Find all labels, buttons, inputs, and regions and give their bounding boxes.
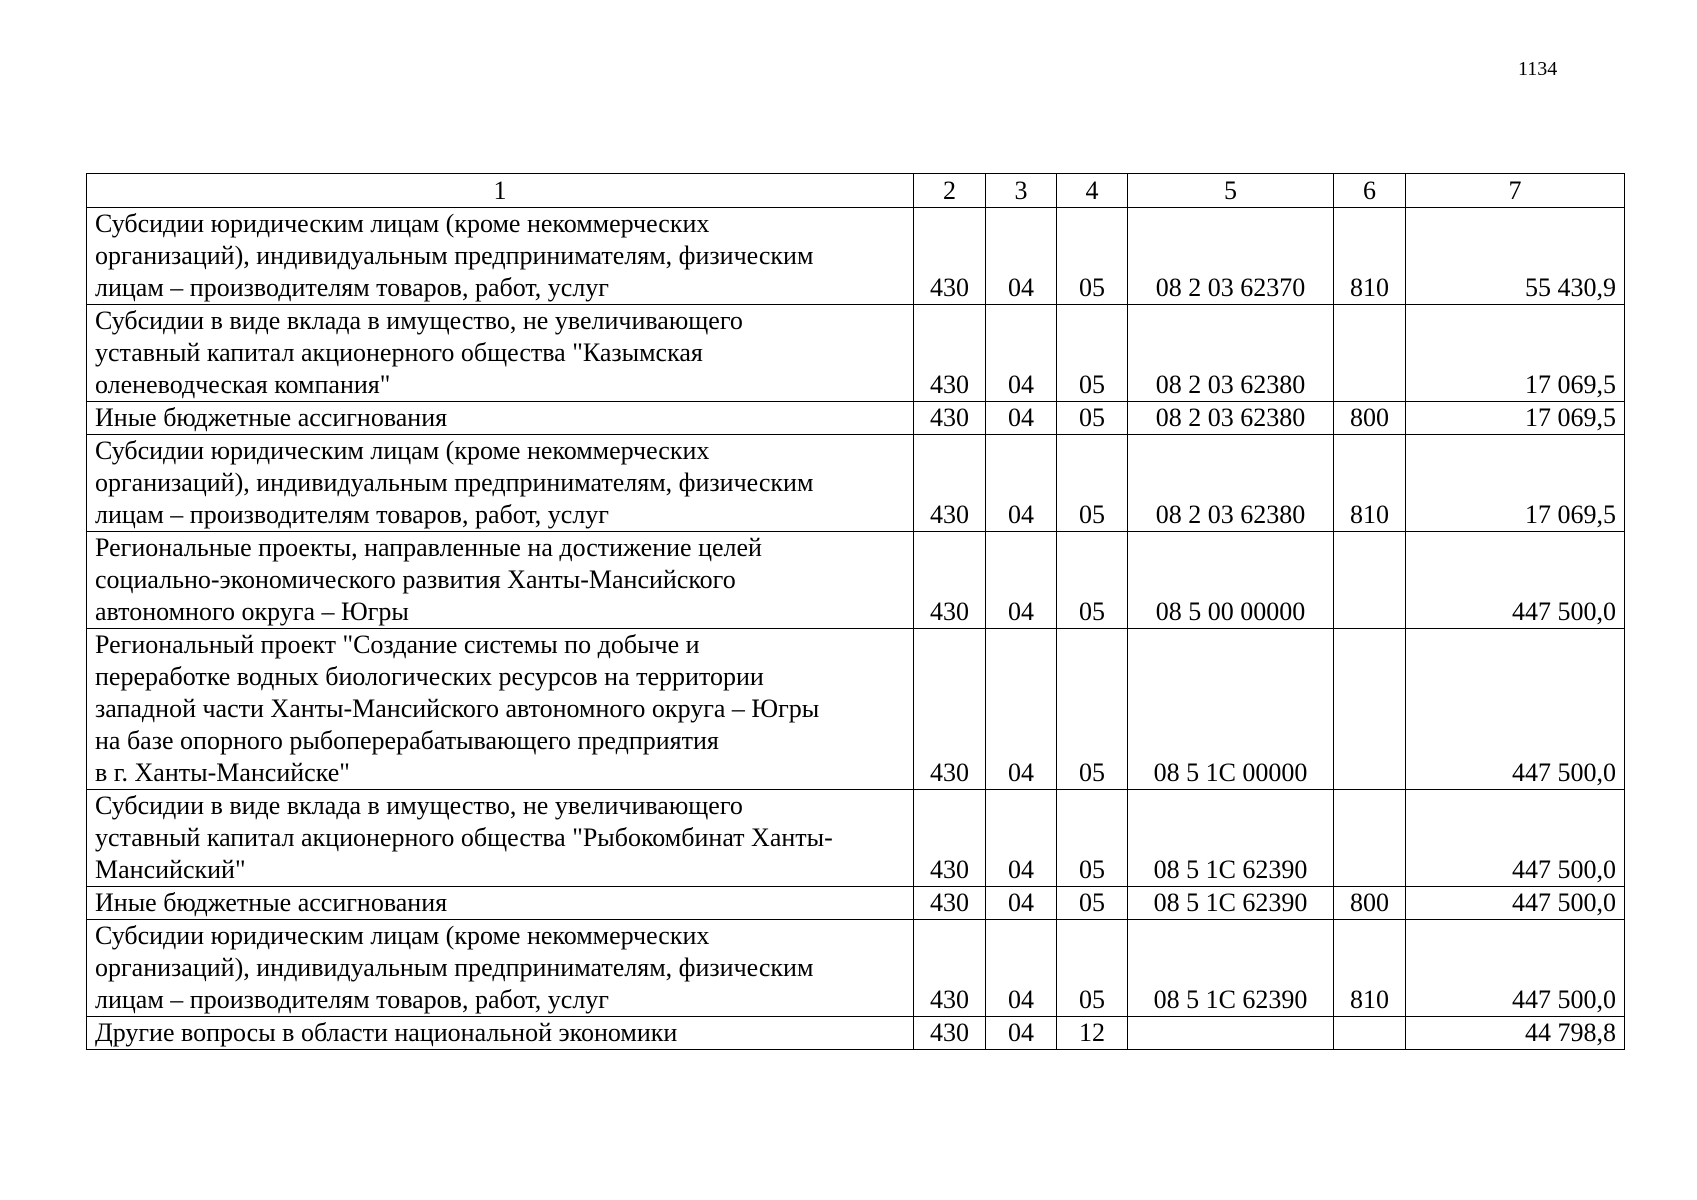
row-col-5: 08 2 03 62380 [1128, 435, 1334, 532]
row-col-6: 800 [1334, 887, 1406, 920]
row-col-4: 05 [1057, 532, 1128, 629]
row-col-6 [1334, 790, 1406, 887]
row-col-6: 810 [1334, 920, 1406, 1017]
row-col-4: 05 [1057, 402, 1128, 435]
row-col-5: 08 5 1С 62390 [1128, 790, 1334, 887]
row-col-4: 12 [1057, 1017, 1128, 1050]
row-description: Иные бюджетные ассигнования [87, 402, 914, 435]
table-row [87, 532, 1625, 629]
row-amount: 44 798,8 [1406, 1017, 1625, 1050]
row-col-3: 04 [986, 1017, 1057, 1050]
row-col-4: 05 [1057, 790, 1128, 887]
row-description: Региональные проекты, направленные на достижение целей социально-экономического развития Ханты-Мансийского автономного округа – Югры [87, 532, 914, 629]
row-col-5: 08 2 03 62380 [1128, 402, 1334, 435]
row-amount: 447 500,0 [1406, 887, 1625, 920]
row-col-4: 05 [1057, 208, 1128, 305]
row-col-2: 430 [914, 920, 986, 1017]
row-col-3: 04 [986, 790, 1057, 887]
row-col-2: 430 [914, 402, 986, 435]
row-col-2: 430 [914, 1017, 986, 1050]
row-col-3: 04 [986, 435, 1057, 532]
row-description: Субсидии юридическим лицам (кроме некоммерческих организаций), индивидуальным предпринимателям, физическим лицам – производителям товаров, работ, услуг [87, 920, 914, 1017]
table-row [87, 305, 1625, 402]
row-amount: 447 500,0 [1406, 532, 1625, 629]
table-row [87, 435, 1625, 532]
row-col-3: 04 [986, 887, 1057, 920]
table-row [87, 920, 1625, 1017]
table-row [87, 887, 1625, 920]
row-col-3: 04 [986, 208, 1057, 305]
row-col-4: 05 [1057, 305, 1128, 402]
header-col-2: 2 [914, 174, 986, 208]
table-row [87, 402, 1625, 435]
row-col-3: 04 [986, 629, 1057, 790]
row-amount: 17 069,5 [1406, 305, 1625, 402]
page-number: 1134 [1518, 58, 1558, 80]
table-row [87, 1017, 1625, 1050]
header-col-7: 7 [1406, 174, 1625, 208]
row-description: Субсидии в виде вклада в имущество, не увеличивающего уставный капитал акционерного общества "Рыбокомбинат Ханты- Мансийский" [87, 790, 914, 887]
row-col-5: 08 5 00 00000 [1128, 532, 1334, 629]
row-col-5: 08 2 03 62370 [1128, 208, 1334, 305]
row-col-2: 430 [914, 208, 986, 305]
row-amount: 55 430,9 [1406, 208, 1625, 305]
row-amount: 17 069,5 [1406, 402, 1625, 435]
row-col-5: 08 5 1С 00000 [1128, 629, 1334, 790]
row-col-6 [1334, 629, 1406, 790]
row-description: Другие вопросы в области национальной экономики [87, 1017, 914, 1050]
row-col-2: 430 [914, 629, 986, 790]
table-body [87, 208, 1625, 1050]
row-col-4: 05 [1057, 435, 1128, 532]
table-row [87, 208, 1625, 305]
row-col-3: 04 [986, 532, 1057, 629]
header-col-1: 1 [87, 174, 914, 208]
row-amount: 447 500,0 [1406, 790, 1625, 887]
row-col-5 [1128, 1017, 1334, 1050]
row-amount: 447 500,0 [1406, 920, 1625, 1017]
row-col-6: 810 [1334, 435, 1406, 532]
budget-table [86, 173, 1625, 1050]
row-col-2: 430 [914, 305, 986, 402]
header-col-4: 4 [1057, 174, 1128, 208]
table-header [87, 174, 1625, 208]
row-col-5: 08 5 1С 62390 [1128, 887, 1334, 920]
row-col-4: 05 [1057, 887, 1128, 920]
row-amount: 17 069,5 [1406, 435, 1625, 532]
row-col-4: 05 [1057, 920, 1128, 1017]
row-description: Иные бюджетные ассигнования [87, 887, 914, 920]
row-col-6: 800 [1334, 402, 1406, 435]
table-row [87, 629, 1625, 790]
header-col-6: 6 [1334, 174, 1406, 208]
header-row [87, 174, 1625, 208]
row-amount: 447 500,0 [1406, 629, 1625, 790]
row-col-3: 04 [986, 305, 1057, 402]
row-col-2: 430 [914, 532, 986, 629]
row-col-6 [1334, 532, 1406, 629]
row-col-3: 04 [986, 920, 1057, 1017]
header-col-3: 3 [986, 174, 1057, 208]
row-col-3: 04 [986, 402, 1057, 435]
row-col-5: 08 2 03 62380 [1128, 305, 1334, 402]
row-col-5: 08 5 1С 62390 [1128, 920, 1334, 1017]
row-description: Субсидии в виде вклада в имущество, не увеличивающего уставный капитал акционерного общества "Казымская оленеводческая компания" [87, 305, 914, 402]
row-col-4: 05 [1057, 629, 1128, 790]
table-row [87, 790, 1625, 887]
header-col-5: 5 [1128, 174, 1334, 208]
row-description: Субсидии юридическим лицам (кроме некоммерческих организаций), индивидуальным предпринимателям, физическим лицам – производителям товаров, работ, услуг [87, 208, 914, 305]
row-col-2: 430 [914, 887, 986, 920]
row-description: Региональный проект "Создание системы по добыче и переработке водных биологических ресурсов на территории западной части Ханты-Мансийского автономного округа – Югры на базе опорного рыбоперерабатывающего предприятия в г. Ханты-Мансийске" [87, 629, 914, 790]
row-description: Субсидии юридическим лицам (кроме некоммерческих организаций), индивидуальным предпринимателям, физическим лицам – производителям товаров, работ, услуг [87, 435, 914, 532]
row-col-6: 810 [1334, 208, 1406, 305]
row-col-2: 430 [914, 435, 986, 532]
row-col-6 [1334, 305, 1406, 402]
row-col-6 [1334, 1017, 1406, 1050]
row-col-2: 430 [914, 790, 986, 887]
